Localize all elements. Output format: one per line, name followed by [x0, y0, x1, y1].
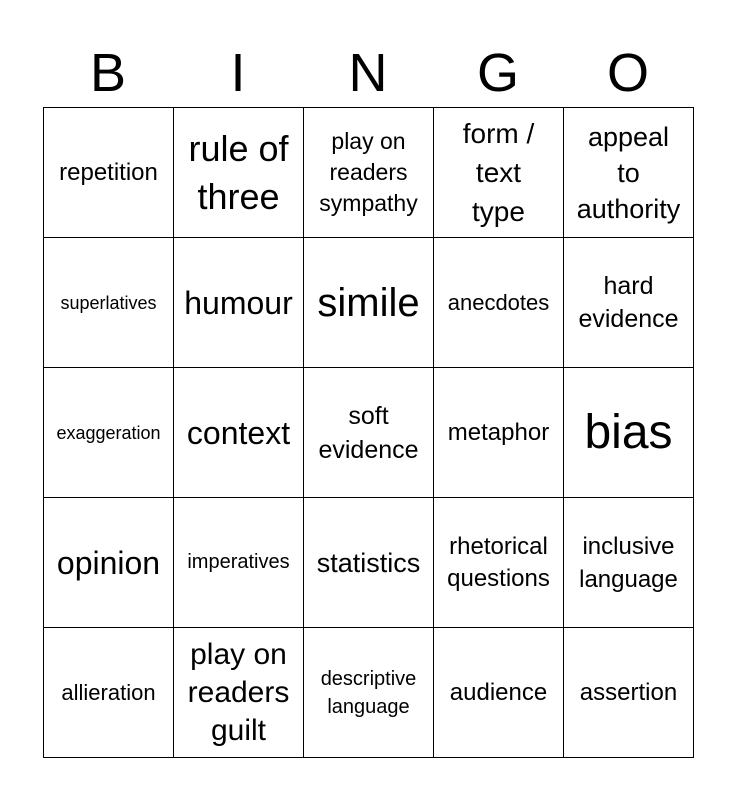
- cell-label: simile: [317, 280, 420, 325]
- bingo-cell-r3c1[interactable]: [44, 368, 174, 498]
- bingo-cell-r1c4[interactable]: [434, 108, 564, 238]
- bingo-cell-r5c1[interactable]: [44, 628, 174, 758]
- bingo-cell-r3c4[interactable]: [434, 368, 564, 498]
- cell-label: metaphor: [447, 418, 550, 446]
- cell-label: humour: [184, 284, 293, 321]
- cell-label: rhetorical questions: [447, 532, 550, 592]
- bingo-cell-r1c5[interactable]: [564, 108, 694, 238]
- cell-label: appeal to authority: [576, 121, 681, 224]
- bingo-cell-r2c4[interactable]: [434, 238, 564, 368]
- bingo-cell-r5c3[interactable]: [304, 628, 434, 758]
- cell-label: exaggeration: [56, 422, 161, 443]
- bingo-cell-r4c1[interactable]: [44, 498, 174, 628]
- cell-label: descriptive language: [320, 667, 417, 718]
- cell-label: allieration: [61, 679, 156, 705]
- bingo-cell-r5c4[interactable]: [434, 628, 564, 758]
- bingo-cell-r1c1[interactable]: [44, 108, 174, 238]
- bingo-cell-r4c4[interactable]: [434, 498, 564, 628]
- bingo-card-grid: [43, 107, 694, 758]
- bingo-cell-r4c5[interactable]: [564, 498, 694, 628]
- header-letter-g: G: [476, 43, 519, 103]
- bingo-cell-r4c2[interactable]: [174, 498, 304, 628]
- bingo-cell-r1c2[interactable]: [174, 108, 304, 238]
- bingo-cell-r5c2[interactable]: [174, 628, 304, 758]
- bingo-cell-r1c3[interactable]: [304, 108, 434, 238]
- bingo-cell-r3c2[interactable]: [174, 368, 304, 498]
- bingo-cell-r4c3[interactable]: [304, 498, 434, 628]
- header-letter-o: O: [606, 43, 649, 103]
- cell-label: inclusive language: [579, 532, 678, 593]
- bingo-cell-r2c1[interactable]: [44, 238, 174, 368]
- cell-label: audience: [449, 678, 548, 706]
- bingo-cell-r2c5[interactable]: [564, 238, 694, 368]
- cell-label: soft evidence: [318, 401, 419, 464]
- header-letter-n: N: [348, 43, 388, 103]
- bingo-cell-r3c5[interactable]: [564, 368, 694, 498]
- cell-label: assertion: [579, 678, 678, 706]
- bingo-cell-r5c5[interactable]: [564, 628, 694, 758]
- header-letter-i: I: [230, 43, 246, 103]
- cell-label: rule of three: [188, 127, 289, 217]
- cell-label: context: [186, 414, 291, 451]
- cell-label: repetition: [59, 158, 158, 186]
- bingo-header: [43, 40, 693, 106]
- cell-label: imperatives: [187, 551, 290, 573]
- bingo-cell-r2c2[interactable]: [174, 238, 304, 368]
- bingo-cell-r2c3[interactable]: [304, 238, 434, 368]
- cell-label: anecdotes: [447, 289, 550, 315]
- cell-label: opinion: [56, 544, 161, 581]
- cell-label: play on readers guilt: [187, 637, 290, 747]
- cell-label: bias: [584, 405, 673, 459]
- cell-label: play on readers sympathy: [319, 128, 418, 216]
- cell-label: statistics: [316, 547, 421, 578]
- header-letter-b: B: [89, 43, 127, 103]
- cell-label: superlatives: [60, 292, 157, 313]
- cell-label: form / text type: [462, 118, 535, 227]
- cell-label: hard evidence: [578, 271, 679, 333]
- bingo-cell-r3c3[interactable]: [304, 368, 434, 498]
